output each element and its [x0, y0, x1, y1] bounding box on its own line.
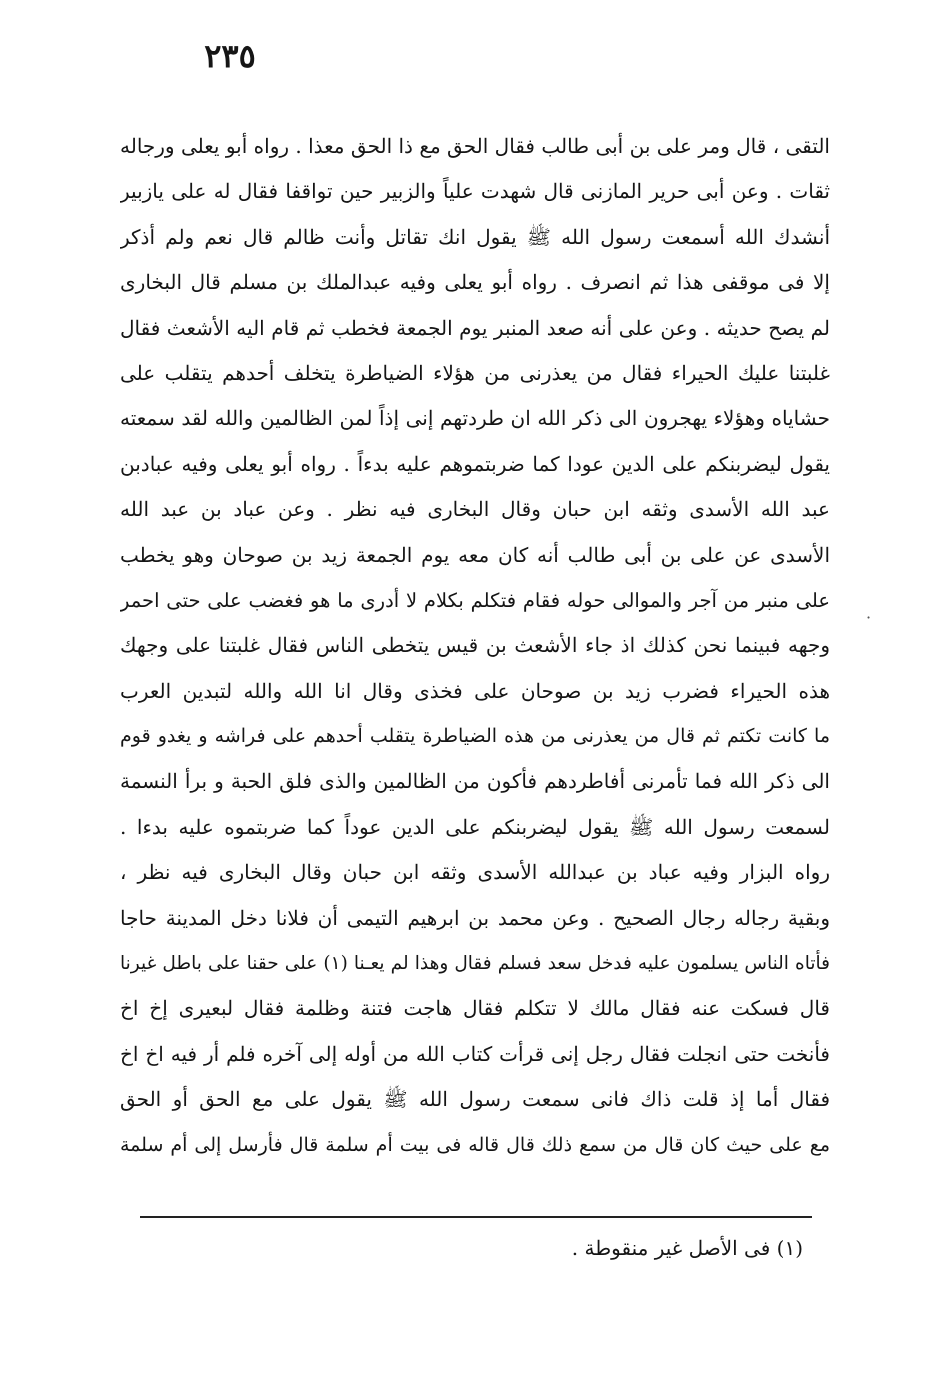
text-line: فقال أما إذ قلت ذاك فانى سمعت رسول الله ﷺ يقول على مع الحق أو الحق — [120, 1087, 830, 1112]
text-line: الى ذكر الله فما تأمرنى أفاطردهم فأكون من الظالمين والذى فلق الحبة و برأ النسمة — [120, 769, 830, 794]
text-line: ثقات . وعن أبى حرير المازنى قال شهدت علياً والزبير حين تواقفا فقال له على يازبير — [120, 179, 830, 204]
text-line: يقول ليضربنكم على الدين عودا كما ضربتموهم عليه بدءاً . رواه أبو يعلى وفيه عبادبن — [120, 451, 830, 476]
text-line: على منبر من آجر والموالى حوله فقام فتكلم بكلام لا أدرى ما هو فغضب على حتى احمر — [120, 588, 830, 612]
text-line: وجهه فبينما نحن كذلك اذ جاء الأشعث بن قيس يتخطى الناس فقال غلبتنا على وجهك — [120, 633, 830, 658]
text-line: إلا فى موقفى هذا ثم انصرف . رواه أبو يعلى وفيه عبدالملك بن مسلم قال البخارى — [120, 270, 830, 295]
text-line: عبد الله الأسدى وثقه ابن حبان وقال البخارى فيه نظر . وعن عباد بن عبد الله — [120, 497, 830, 522]
text-line: فأنخت حتى انجلت فقال رجل إنى قرأت كتاب الله من أوله إلى آخره فلم أر فيه اخ اخ — [120, 1041, 830, 1066]
text-line: هذه الحيراء فضرب زيد بن صوحان على فخذى وقال انا الله والله لتبدين العرب — [120, 678, 830, 703]
page-number: ٢٣٥ — [204, 37, 256, 75]
text-line: أنشدك الله أسمعت رسول الله ﷺ يقول انك تقاتل وأنت ظالم قال نعم ولم أذكر — [120, 224, 830, 249]
text-line: الأسدى عن على بن أبى طالب أنه كان معه يوم الجمعة زيد بن صوحان وهو يخطب — [120, 542, 830, 567]
text-line: فأتاه الناس يسلمون عليه فدخل سعد فسلم فقال وهذا لم يعـنا (١) على حقنا على باطل غيرنا — [120, 953, 830, 975]
footnote-divider — [140, 1216, 812, 1218]
footnote: (١) فى الأصل غير منقوطة . — [571, 1236, 803, 1260]
text-line: رواه البزار وفيه عباد بن عبدالله الأسدى وثقه ابن حبان وقال البخارى فيه نظر ، — [120, 860, 830, 885]
text-line: وبقية رجاله رجال الصحيح . وعن محمد بن ابرهيم التيمى أن فلانا دخل المدينة حاجا — [120, 905, 830, 930]
text-line: غلبتنا عليك الحيراء فقال من يعذرنى من هؤلاء الضياطرة يتخلف أحدهم يتقلب على — [120, 360, 830, 385]
text-line: التقى ، قال ومر على بن أبى طالب فقال الحق مع ذا الحق معذا . رواه أبو يعلى ورجاله — [120, 134, 830, 158]
text-line: لسمعت رسول الله ﷺ يقول ليضربنكم على الدين عوداً كما ضربتموه عليه بدءا . — [120, 814, 830, 839]
text-line: قال فسكت عنه فقال مالك لا تتكلم فقال هاجت فتنة وظلمة فقال لبعيرى إخ اخ — [120, 996, 830, 1021]
text-line: حشاياه وهؤلاء يهجرون الى ذكر الله ان طردتهم إنى إذاً لمن الظالمين والله لقد سمعته — [120, 406, 830, 431]
text-line: مع على حيث كان قال من سمع ذلك قال قاله فى بيت أم سلمة قال فأرسل إلى أم سلمة — [120, 1133, 830, 1156]
margin-mark: · — [866, 608, 872, 627]
text-line: ما كانت تكتم ثم قال من يعذرنى من هذه الضياطرة يتقلب أحدهم على فراشه و يغدو قوم — [120, 725, 830, 748]
text-line: لم يصح حديثه . وعن على أنه صعد المنبر يوم الجمعة فخطب ثم قام اليه الأشعث فقال — [120, 315, 830, 340]
body-text — [120, 124, 830, 1168]
